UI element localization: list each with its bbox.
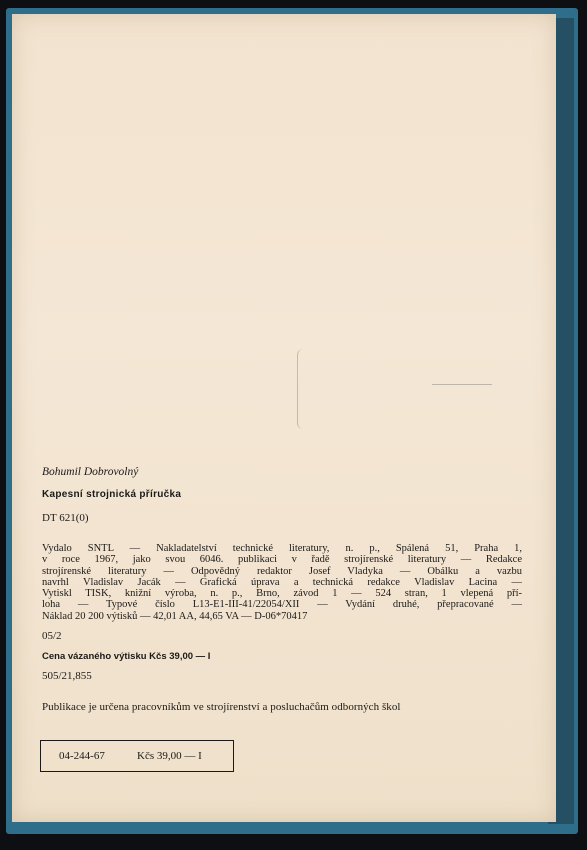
imprint-block [42,543,522,622]
dt-code: DT 621(0) [42,512,89,524]
pencil-mark [432,384,492,385]
colophon-page [12,14,556,822]
paper-crease [297,349,310,429]
price-box [40,740,234,772]
author-name: Bohumil Dobrovolný [42,466,139,478]
imprint-line: Náklad 20 200 výtisků — 42,01 AA, 44,65 VA — D-06*70417 [42,610,308,622]
imprint-line: Vytiskl TISK, knižní výroba, n. p., Brno, závod 1 — 524 stran, 1 vlepená pří- [42,588,522,600]
code-505: 505/21,855 [42,670,92,682]
code-05: 05/2 [42,630,62,642]
imprint-line: v roce 1967, jako svou 6046. publikaci v řadě strojírenské literatury — Redakce [42,554,522,566]
book-title: Kapesní strojnická příručka [42,489,182,500]
price-box-code: 04-244-67 [59,750,105,762]
price-box-price: Kčs 39,00 — I [137,750,202,762]
imprint-line: strojírenské literatury — Odpovědný redaktor Josef Vladyka — Obálku a vazbu [42,565,522,577]
imprint-line: navrhl Vladislav Jacák — Grafická úprava a technická redakce Vladislav Lacina — [42,576,522,588]
imprint-line: loha — Typové číslo L13-E1-III-41/22054/XII — Vydání druhé, přepracované — [42,599,522,611]
imprint-line: Vydalo SNTL — Nakladatelství technické literatury, n. p., Spálená 51, Praha 1, [42,543,522,554]
price-text: Cena vázaného výtisku Kčs 39,00 — I [42,651,211,662]
audience-note: Publikace je určena pracovníkům ve strojírenství a posluchačům odborných škol [42,701,401,713]
